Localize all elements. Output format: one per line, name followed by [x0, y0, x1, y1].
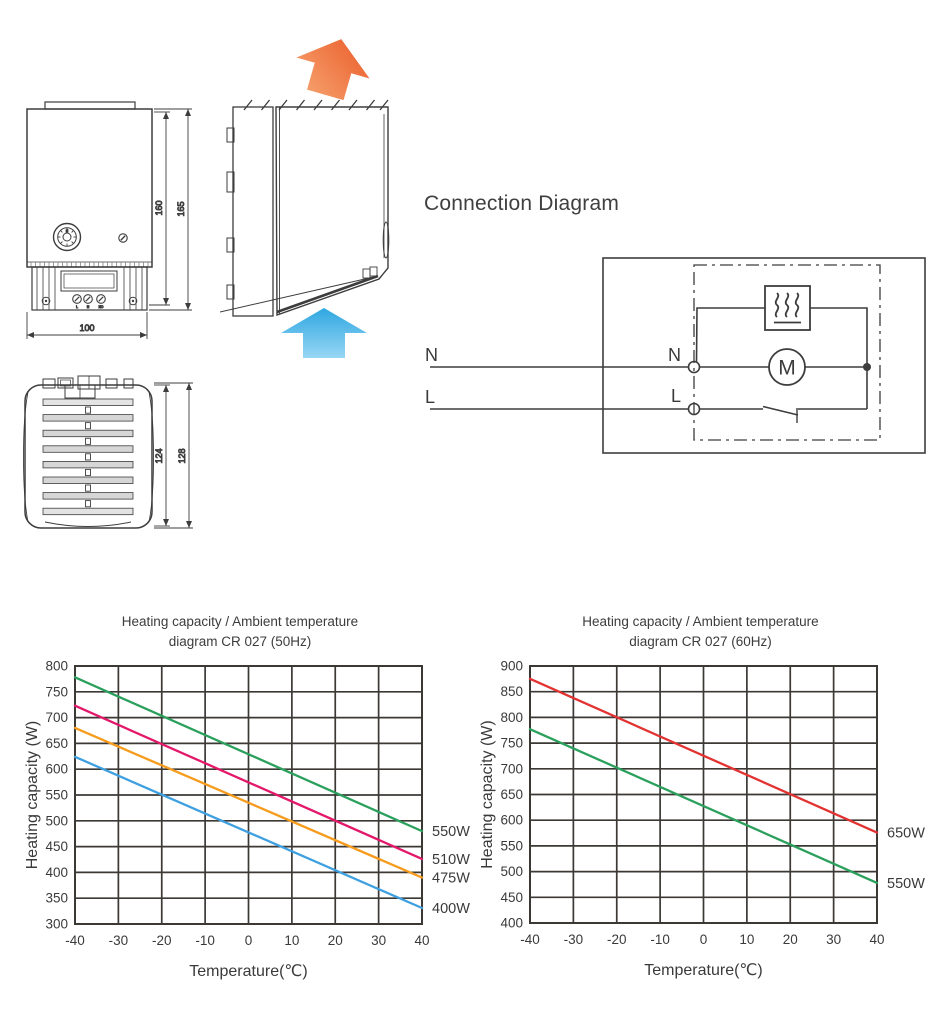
x-tick-label: -10 [195, 933, 215, 948]
series-label-550W: 550W [432, 824, 470, 841]
supply-n-label: N [425, 345, 438, 365]
x-axis-label: Temperature(℃) [189, 963, 308, 980]
x-tick-label: -10 [650, 932, 670, 947]
x-tick-label: 30 [371, 933, 387, 948]
x-tick-label: -40 [520, 932, 540, 947]
series-label-550W: 550W [887, 875, 925, 892]
y-tick-label: 800 [45, 658, 68, 674]
side-view-drawing [220, 26, 410, 366]
chart-60hz-title-line2: diagram CR 027 (60Hz) [629, 633, 772, 649]
chart-50hz [10, 612, 470, 992]
y-tick-label: 450 [500, 889, 523, 905]
x-axis-label: Temperature(℃) [644, 962, 763, 979]
series-label-510W: 510W [432, 851, 470, 868]
x-tick-label: 0 [244, 933, 253, 948]
y-tick-label: 400 [45, 864, 68, 880]
y-tick-label: 750 [500, 735, 523, 751]
y-tick-label: 550 [500, 838, 523, 854]
y-tick-label: 650 [500, 787, 523, 802]
front-top-bracket [45, 102, 135, 109]
chart-60hz [470, 612, 931, 992]
x-tick-label: 0 [699, 932, 708, 947]
front-terminal-section [32, 267, 147, 310]
connection-diagram-title: Connection Diagram [424, 192, 620, 215]
y-tick-label: 300 [45, 916, 68, 932]
terminal-label-n: N [86, 304, 90, 309]
x-tick-label: -30 [563, 932, 584, 947]
y-tick-label: 600 [45, 761, 68, 777]
heater-branch-wire [697, 308, 766, 362]
y-tick-label: 850 [500, 684, 523, 700]
svg-text:160: 160 [154, 200, 164, 216]
y-axis-label: Heating capacity (W) [479, 720, 496, 869]
x-tick-label: 20 [782, 932, 798, 947]
enclosure-box [603, 258, 925, 453]
y-tick-label: 700 [500, 761, 523, 777]
motor-icon [769, 349, 805, 385]
y-tick-label: 650 [45, 735, 68, 751]
y-tick-label: 700 [45, 710, 68, 726]
grille-top-tabs [43, 376, 133, 389]
y-tick-label: 450 [45, 839, 68, 855]
side-back-bracket [227, 107, 273, 316]
chart-50hz-title-line2: diagram CR 027 (50Hz) [168, 633, 312, 649]
side-main-body [220, 107, 389, 315]
top-vent-hatches [244, 100, 388, 110]
terminal-n-label: N [668, 345, 681, 365]
x-tick-label: 10 [739, 932, 755, 947]
svg-text:128: 128 [177, 448, 187, 464]
chart-0-svg [10, 652, 470, 987]
cool-air-inlet-arrow-icon [281, 308, 367, 358]
hot-air-outlet-arrow-icon [289, 29, 378, 106]
svg-text:124: 124 [154, 448, 164, 464]
y-tick-label: 500 [500, 864, 523, 880]
device-boundary-box [694, 265, 880, 440]
x-tick-label: -20 [151, 933, 172, 948]
x-tick-label: 30 [826, 932, 842, 947]
connection-diagram-circuit [424, 245, 931, 460]
heater-icon [765, 286, 810, 330]
dimension-124 [154, 385, 170, 526]
thermostat-knob-icon [54, 224, 81, 251]
grille-view-drawing [12, 360, 212, 540]
front-vent-slots [31, 263, 148, 267]
terminal-l-label: L [670, 386, 681, 406]
y-tick-label: 600 [500, 812, 523, 828]
grille-left-curve [24, 392, 29, 522]
y-tick-label: 500 [45, 813, 68, 829]
screw-icon [119, 234, 127, 242]
series-label-475W: 475W [432, 870, 470, 887]
junction-dot [863, 363, 871, 371]
y-tick-label: 900 [500, 658, 523, 674]
chart-50hz-title [10, 612, 470, 652]
heater-return-wire [810, 308, 867, 409]
chart-1-svg [470, 652, 931, 987]
x-tick-label: -20 [606, 932, 627, 947]
louver-slats [43, 399, 133, 515]
y-tick-label: 350 [45, 890, 68, 906]
svg-text:100: 100 [79, 323, 95, 333]
terminal-label-no: NO [98, 304, 104, 309]
y-axis-label: Heating capacity (W) [24, 720, 41, 870]
y-tick-label: 750 [45, 684, 68, 700]
svg-text:M: M [778, 356, 796, 380]
x-tick-label: -40 [65, 933, 85, 948]
series-label-400W: 400W [432, 901, 470, 918]
svg-text:165: 165 [176, 201, 186, 217]
x-tick-label: 40 [869, 932, 885, 947]
y-tick-label: 800 [500, 709, 523, 725]
front-view-drawing [15, 88, 215, 348]
x-tick-label: -30 [108, 933, 129, 948]
y-tick-label: 550 [45, 787, 68, 803]
chart-50hz-title-line1: Heating capacity / Ambient temperature [121, 614, 359, 629]
front-body-outline [27, 109, 152, 267]
y-tick-label: 400 [500, 915, 523, 931]
terminal-label-l: L [76, 304, 78, 309]
x-tick-label: 20 [327, 933, 343, 948]
thermostat-switch-blade [763, 407, 798, 416]
grille-bottom-arc [45, 522, 131, 527]
x-tick-label: 40 [414, 933, 430, 948]
supply-l-label: L [425, 387, 436, 407]
dimension-100 [27, 312, 147, 339]
x-tick-label: 10 [284, 933, 300, 948]
chart-60hz-title [470, 612, 931, 652]
chart-60hz-title-line1: Heating capacity / Ambient temperature [582, 614, 819, 629]
series-label-650W: 650W [887, 825, 925, 842]
